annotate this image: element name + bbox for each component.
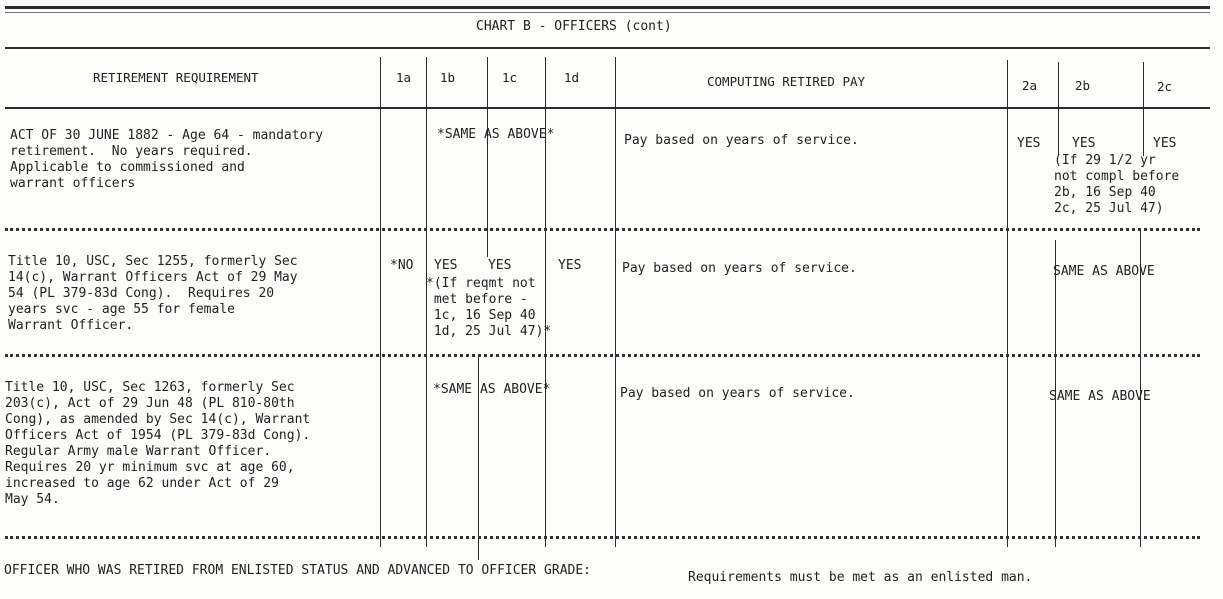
chart-title: CHART B - OFFICERS (cont) <box>476 19 672 34</box>
row2-1c: YES <box>488 258 512 273</box>
row1-2a: YES <box>1017 136 1041 151</box>
row1-pay: Pay based on years of service. <box>624 133 859 148</box>
header-2c: 2c <box>1157 79 1173 94</box>
top-rule-thin <box>5 12 1210 13</box>
row3-pay: Pay based on years of service. <box>620 386 855 401</box>
header-1a: 1a <box>396 70 412 85</box>
header-bottom-rule <box>5 107 1210 109</box>
footer-text: Requirements must be met as an enlisted man. <box>688 570 1033 585</box>
row3-2a-2c-same-as-above: SAME AS ABOVE <box>1049 389 1151 404</box>
header-top-rule <box>5 47 1210 49</box>
row1-requirement: ACT OF 30 JUNE 1882 - Age 64 - mandatory retirement. No years required. Applicable to commissioned and warrant officers <box>10 128 324 191</box>
header-retirement-requirement: RETIREMENT REQUIREMENT <box>93 70 259 85</box>
header-2a: 2a <box>1022 78 1038 93</box>
header-2b: 2b <box>1075 78 1091 93</box>
row2-1d: YES <box>558 258 582 273</box>
row1-2c: YES <box>1153 136 1177 151</box>
col-divider-2b <box>1058 62 1059 156</box>
col-divider-1a <box>380 57 381 547</box>
row3-1b-1d-same-as-above: *SAME AS ABOVE* <box>433 382 551 397</box>
header-1d: 1d <box>564 70 580 85</box>
col-divider-2c <box>1143 62 1144 156</box>
row2-pay: Pay based on years of service. <box>622 261 857 276</box>
row1-2b-2c-note: (If 29 1/2 yr not compl before 2b, 16 Sep 40 2c, 25 Jul 47) <box>1054 153 1180 216</box>
row2-1b-1d-note: *(If reqmt not met before - 1c, 16 Sep 40 1d, 25 Jul 47)* <box>426 276 552 339</box>
row2-1b: YES <box>434 258 458 273</box>
footer-label: OFFICER WHO WAS RETIRED FROM ENLISTED STATUS AND ADVANCED TO OFFICER GRADE: <box>4 563 591 578</box>
header-1c: 1c <box>502 70 518 85</box>
row3-requirement: Title 10, USC, Sec 1263, formerly Sec 203(c), Act of 29 Jun 48 (PL 810-80th Cong), as amended by Sec 14(c), Warrant Officers Act of 1954 (PL 379-83d Cong). Regular Army male Warrant Officer. Requires 20 yr minimum svc at age 60, increased to age 62 under Act of 29 May 54. <box>5 380 311 507</box>
row2-2a-2c-same-as-above: SAME AS ABOVE <box>1053 264 1155 279</box>
row1-1b-1d-same-as-above: *SAME AS ABOVE* <box>437 127 555 142</box>
col-divider-pay <box>615 57 616 547</box>
row-separator-3 <box>5 536 1200 539</box>
row1-2b: YES <box>1072 136 1096 151</box>
header-computing-retired-pay: COMPUTING RETIRED PAY <box>707 74 866 89</box>
row2-requirement: Title 10, USC, Sec 1255, formerly Sec 14(c), Warrant Officers Act of 29 May 54 (PL 379-83d Cong). Requires 20 years svc - age 55 for female Warrant Officer. <box>8 254 298 333</box>
header-1b: 1b <box>440 70 456 85</box>
col-divider-2a <box>1007 60 1008 547</box>
row2-1a: *NO <box>390 258 414 273</box>
row-separator-2 <box>5 354 1200 357</box>
top-rule <box>5 6 1210 9</box>
col-divider-1c <box>487 57 488 257</box>
row-separator-1 <box>5 228 1200 231</box>
